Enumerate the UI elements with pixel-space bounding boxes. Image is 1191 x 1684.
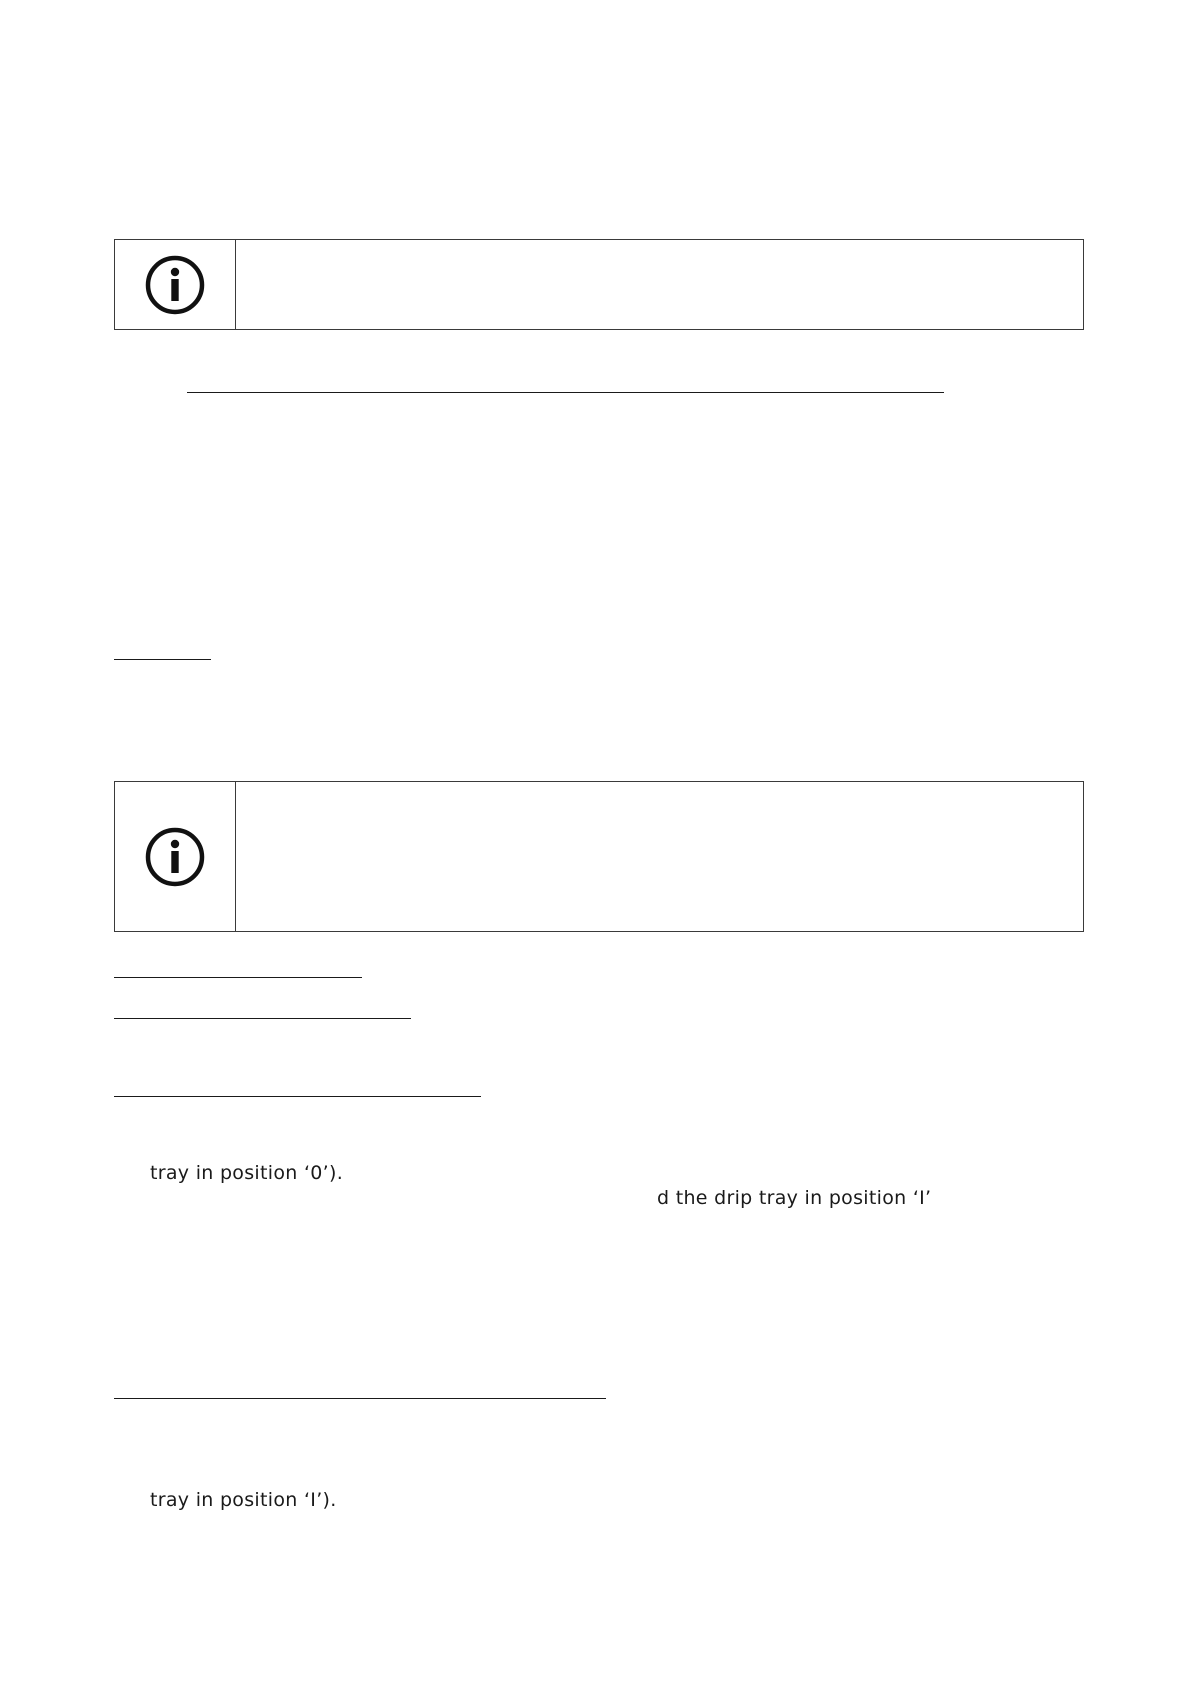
step-text-drip-tray-position: d the drip tray in position ‘I’ (657, 1187, 932, 1209)
info-note-1 (114, 239, 1084, 330)
info-icon (144, 826, 206, 888)
step-text-tray-position-1: tray in position ‘I’). (150, 1489, 337, 1511)
info-note-1-icon-cell (115, 240, 236, 329)
info-note-2-icon-cell (115, 782, 236, 931)
heading-underline-6 (114, 1398, 606, 1399)
step-text-tray-position-0: tray in position ‘0’). (150, 1162, 344, 1184)
heading-underline-1 (187, 392, 944, 393)
heading-underline-4 (114, 1018, 411, 1019)
info-note-1-text (236, 240, 1083, 329)
info-note-2 (114, 781, 1084, 932)
heading-underline-2 (114, 659, 211, 660)
heading-underline-3 (114, 977, 362, 978)
info-note-2-text (236, 782, 1083, 931)
heading-underline-5 (114, 1096, 481, 1097)
info-icon (144, 254, 206, 316)
